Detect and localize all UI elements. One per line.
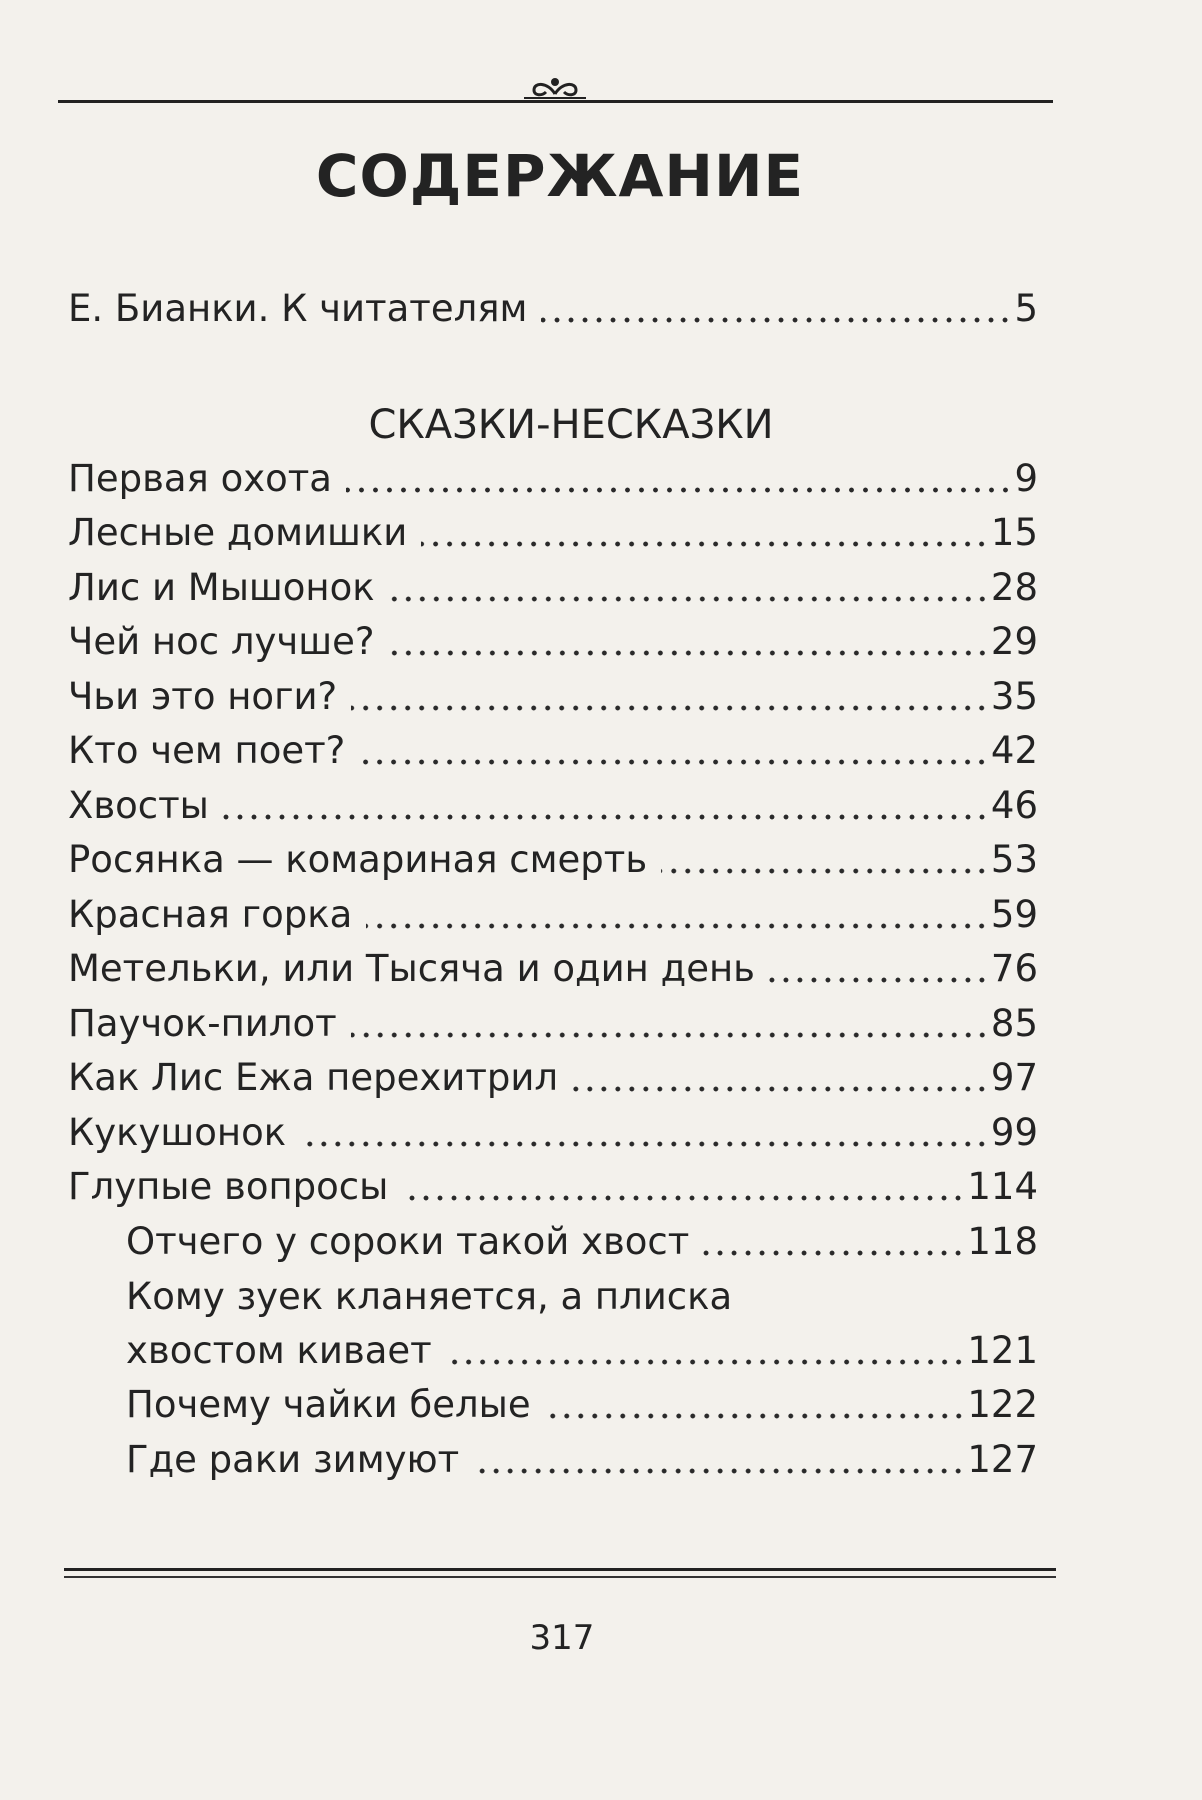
entry-title: Отчего у сороки такой хвост [126,1220,690,1263]
entry-page: 114 [967,1165,1038,1208]
entry-title: Росянка — комариная смерть [68,838,648,881]
dot-leader [351,704,989,712]
entry-title: Где раки зимуют [126,1438,460,1481]
toc-entry[interactable] [68,615,1038,669]
bottom-rule-thin [64,1576,1056,1578]
entry-title: Почему чайки белые [126,1383,531,1426]
toc-entry[interactable] [68,779,1038,833]
entry-title: Кто чем поет? [68,729,346,772]
entry-page: 118 [967,1220,1038,1263]
entry-page: 59 [990,893,1038,936]
dot-leader [769,976,989,984]
page-number: 317 [529,1618,595,1658]
page-title: СОДЕРЖАНИЕ [315,142,805,210]
toc-entry[interactable] [68,888,1038,942]
dot-leader [389,595,989,603]
toc-entry[interactable] [68,833,1038,887]
entry-page: 122 [967,1383,1038,1426]
toc-entry[interactable] [68,1051,1038,1105]
entry-page: 46 [990,784,1038,827]
dot-leader [223,813,989,821]
toc-entry[interactable] [68,997,1038,1051]
section-heading: СКАЗКИ-НЕСКАЗКИ [368,402,774,448]
entry-page: 9 [1014,457,1038,500]
entry-page: 121 [967,1329,1038,1372]
bottom-rule [64,1568,1056,1571]
entry-title-line2: хвостом кивает [126,1329,432,1372]
entry-title: Чьи это ноги? [68,675,338,718]
entry-page: 15 [990,511,1038,554]
dot-leader [359,758,989,766]
entry-title: Чей нос лучше? [68,620,375,663]
entry-title: Красная горка [68,893,353,936]
dot-leader [473,1467,965,1475]
toc-entry-intro[interactable] [68,282,1038,336]
entry-title: Как Лис Ежа перехитрил [68,1056,559,1099]
entry-title: Глупые вопросы [68,1165,389,1208]
entry-page: 85 [990,1002,1038,1045]
toc-entry[interactable] [68,942,1038,996]
entry-page: 127 [967,1438,1038,1481]
toc-entry[interactable] [68,724,1038,778]
toc-entry[interactable] [68,1160,1038,1214]
entry-title: Кукушонок [68,1111,287,1154]
toc-subentry[interactable] [126,1378,1038,1432]
entry-page: 28 [990,566,1038,609]
top-rule [58,100,1053,103]
subentry-title-line1: Кому зуек кланяется, а плиска [126,1275,733,1318]
toc-entry[interactable] [68,1106,1038,1160]
entry-page: 97 [990,1056,1038,1099]
entry-page: 99 [990,1111,1038,1154]
entry-title: Лесные домишки [68,511,408,554]
toc-subentry[interactable] [126,1215,1038,1269]
dot-leader [402,1194,965,1202]
dot-leader [389,649,989,657]
entry-title: Первая охота [68,457,332,500]
toc-subentry[interactable] [126,1433,1038,1487]
dot-leader [351,1031,989,1039]
dot-leader [446,1358,966,1366]
dot-leader [300,1140,989,1148]
entry-title: Хвосты [68,784,209,827]
toc-entry[interactable] [68,452,1038,506]
entry-page: 5 [1014,287,1038,330]
entry-page: 53 [990,838,1038,881]
dot-leader [421,540,989,548]
entry-page: 35 [990,675,1038,718]
dot-leader [661,867,989,875]
entry-page: 42 [990,729,1038,772]
entry-title: Метельки, или Тысяча и один день [68,947,755,990]
dot-leader [366,922,989,930]
toc-entry[interactable] [68,506,1038,560]
entry-title: Паучок-пилот [68,1002,337,1045]
dot-leader [572,1085,989,1093]
toc-entry[interactable] [68,561,1038,615]
dot-leader [346,486,1012,494]
dot-leader [541,316,1012,324]
entry-title: Лис и Мышонок [68,566,375,609]
toc-entry[interactable] [68,670,1038,724]
dot-leader [545,1412,966,1420]
dot-leader [703,1249,965,1257]
toc-subentry[interactable] [126,1324,1038,1378]
entry-page: 29 [990,620,1038,663]
entry-title: Е. Бианки. К читателям [68,287,528,330]
entry-page: 76 [990,947,1038,990]
